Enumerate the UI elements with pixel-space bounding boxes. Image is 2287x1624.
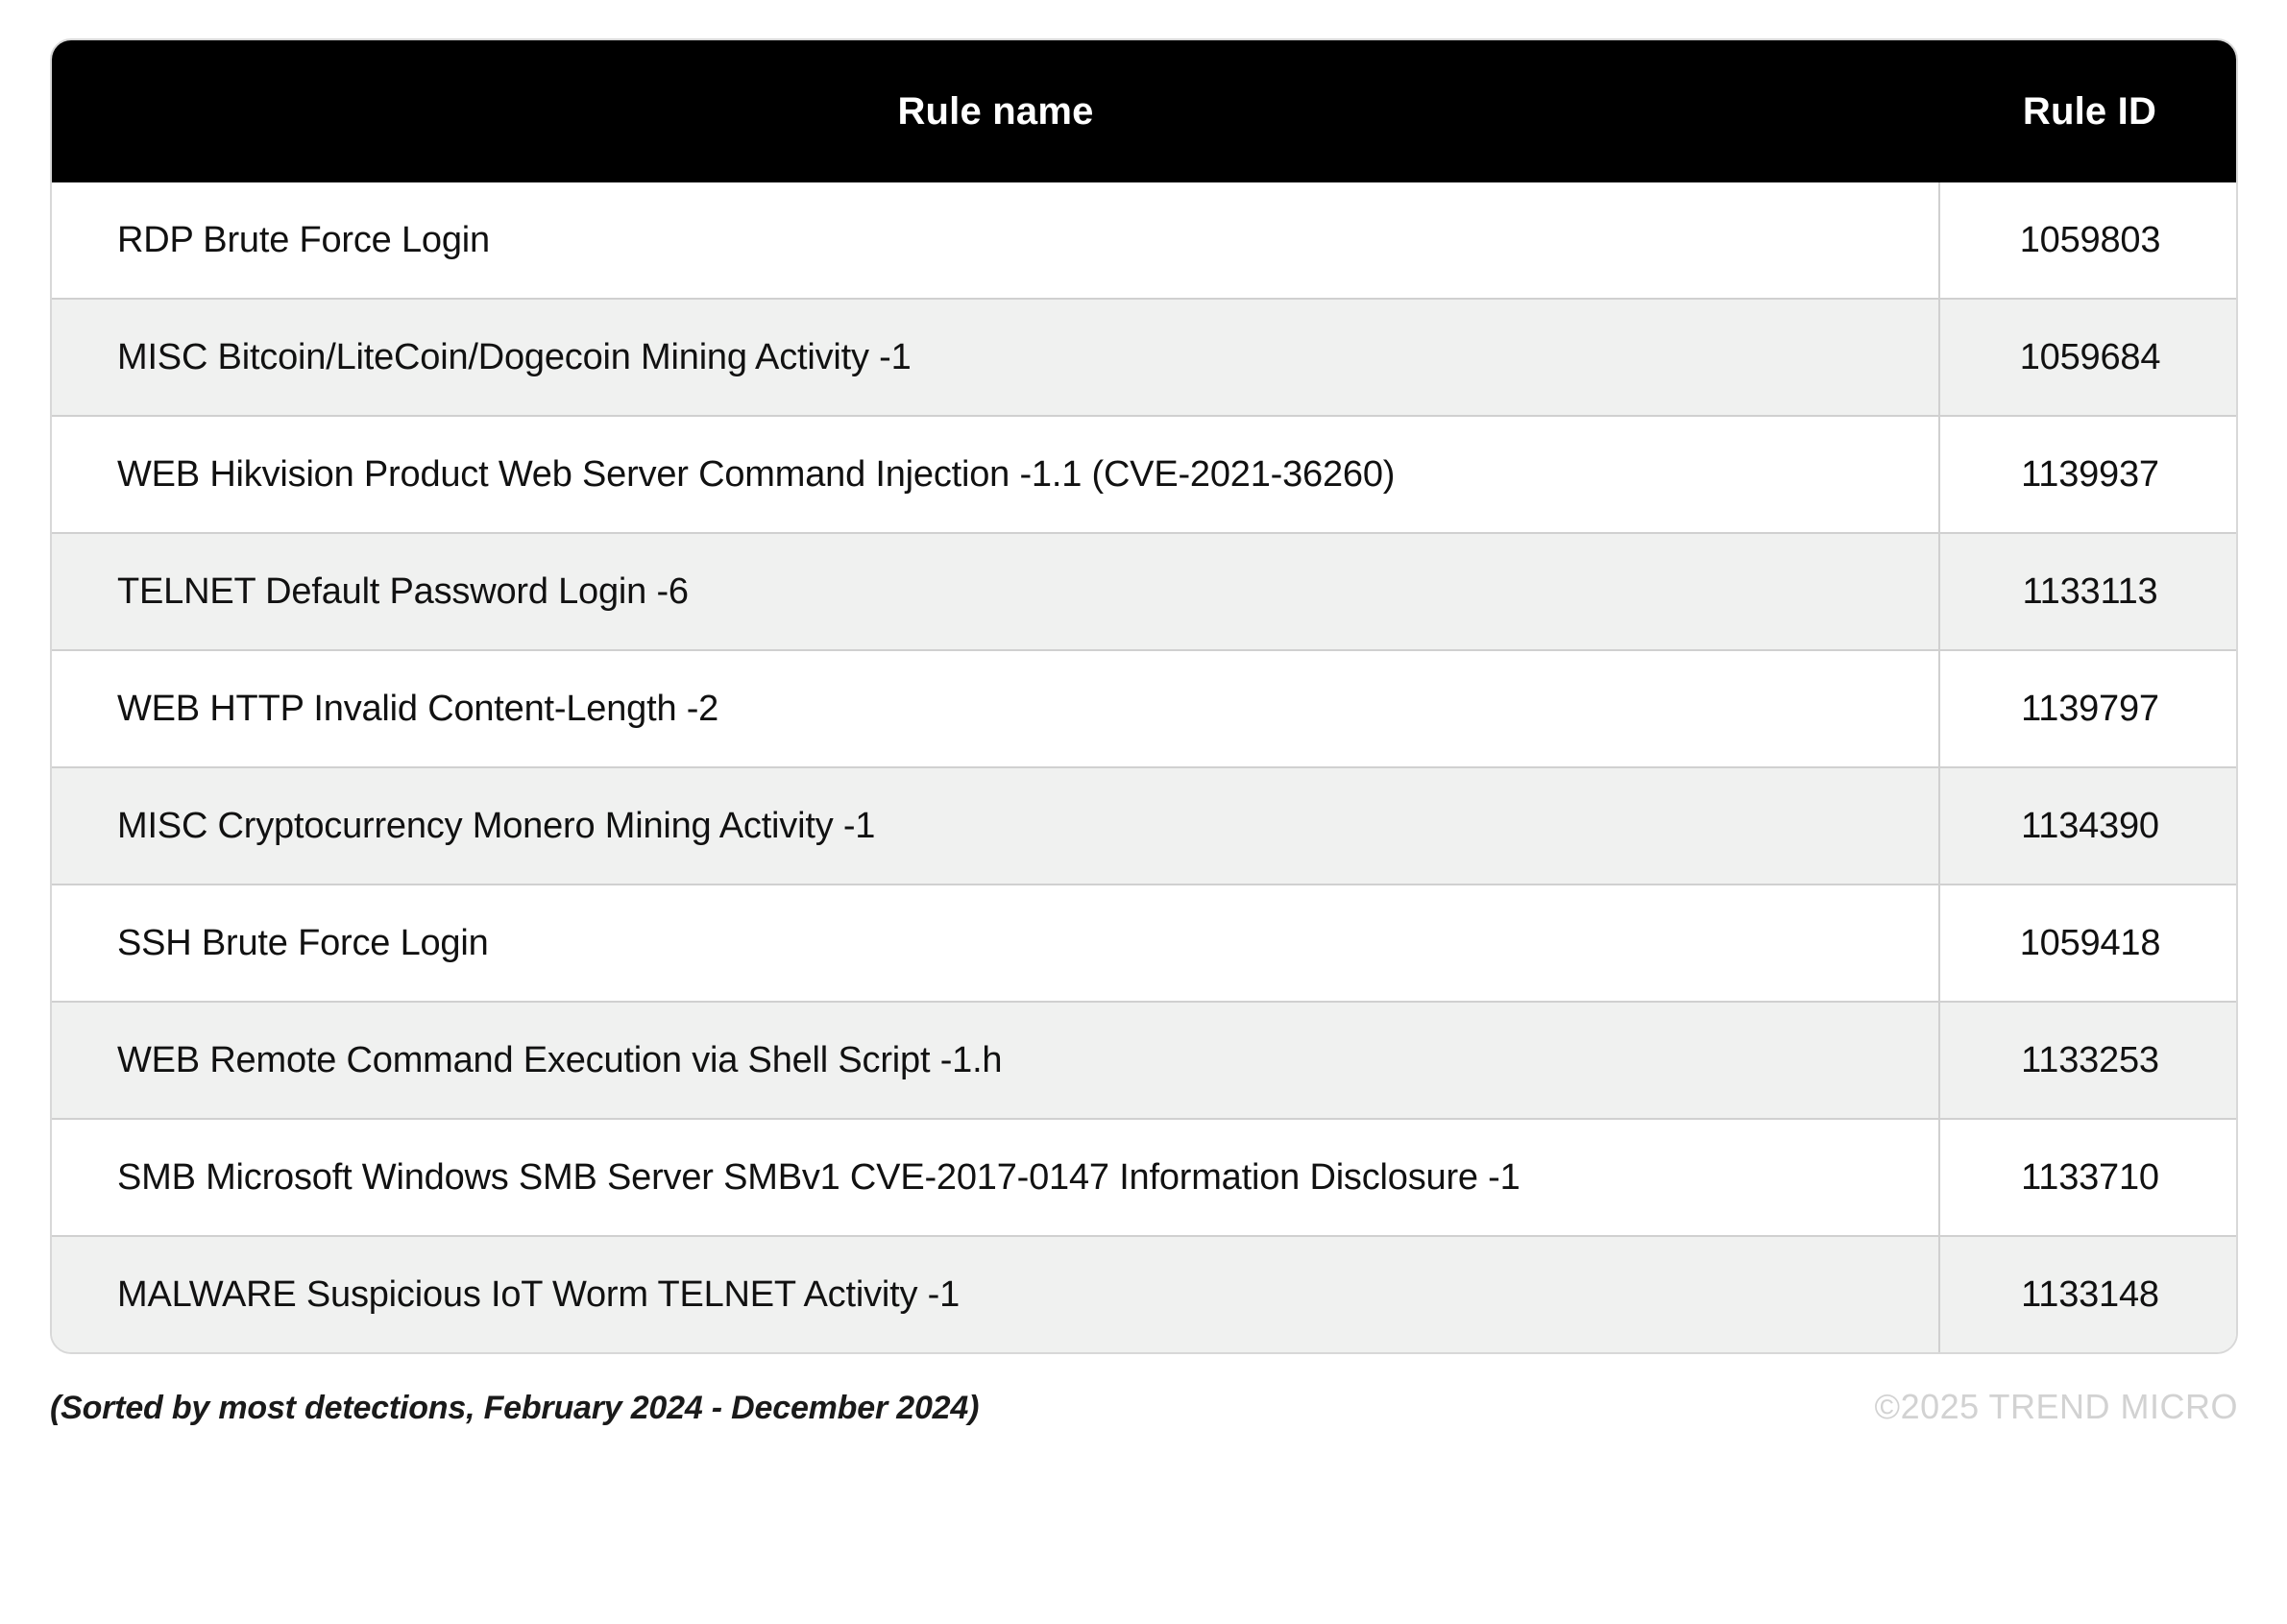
cell-rule-id: 1133710 bbox=[1939, 1119, 2238, 1236]
cell-rule-name: TELNET Default Password Login -6 bbox=[52, 533, 1939, 650]
cell-rule-id: 1139797 bbox=[1939, 650, 2238, 767]
cell-rule-name: MALWARE Suspicious IoT Worm TELNET Activity -1 bbox=[52, 1236, 1939, 1352]
table-row bbox=[52, 650, 2238, 767]
cell-rule-name: RDP Brute Force Login bbox=[52, 182, 1939, 299]
cell-rule-name: WEB HTTP Invalid Content-Length -2 bbox=[52, 650, 1939, 767]
cell-rule-id: 1059684 bbox=[1939, 299, 2238, 416]
table-row bbox=[52, 299, 2238, 416]
column-header-rule-id: Rule ID bbox=[1939, 40, 2238, 182]
table-row bbox=[52, 1119, 2238, 1236]
cell-rule-id: 1133113 bbox=[1939, 533, 2238, 650]
table-row bbox=[52, 767, 2238, 885]
table-header-row bbox=[52, 40, 2238, 182]
cell-rule-id: 1133148 bbox=[1939, 1236, 2238, 1352]
table-body bbox=[52, 182, 2238, 1352]
cell-rule-name: MISC Cryptocurrency Monero Mining Activity -1 bbox=[52, 767, 1939, 885]
footer-copyright: ©2025 TREND MICRO bbox=[1874, 1387, 2238, 1426]
table-row bbox=[52, 416, 2238, 533]
table-row bbox=[52, 885, 2238, 1002]
cell-rule-name: SMB Microsoft Windows SMB Server SMBv1 CVE-2017-0147 Information Disclosure -1 bbox=[52, 1119, 1939, 1236]
cell-rule-id: 1133253 bbox=[1939, 1002, 2238, 1119]
cell-rule-id: 1059418 bbox=[1939, 885, 2238, 1002]
table-header bbox=[52, 40, 2238, 182]
table-row bbox=[52, 182, 2238, 299]
cell-rule-name: WEB Hikvision Product Web Server Command Injection -1.1 (CVE-2021-36260) bbox=[52, 416, 1939, 533]
rules-table bbox=[52, 40, 2238, 1352]
cell-rule-name: MISC Bitcoin/LiteCoin/Dogecoin Mining Activity -1 bbox=[52, 299, 1939, 416]
cell-rule-id: 1139937 bbox=[1939, 416, 2238, 533]
table-row bbox=[52, 533, 2238, 650]
rules-table-container bbox=[50, 38, 2238, 1354]
cell-rule-id: 1134390 bbox=[1939, 767, 2238, 885]
table-row bbox=[52, 1002, 2238, 1119]
column-header-rule-name: Rule name bbox=[52, 40, 1939, 182]
cell-rule-name: WEB Remote Command Execution via Shell Script -1.h bbox=[52, 1002, 1939, 1119]
table-row bbox=[52, 1236, 2238, 1352]
footer-note: (Sorted by most detections, February 2024 - December 2024) bbox=[50, 1390, 980, 1426]
cell-rule-id: 1059803 bbox=[2019, 219, 2161, 260]
footer bbox=[50, 1387, 2238, 1427]
cell-rule-name: SSH Brute Force Login bbox=[52, 885, 1939, 1002]
